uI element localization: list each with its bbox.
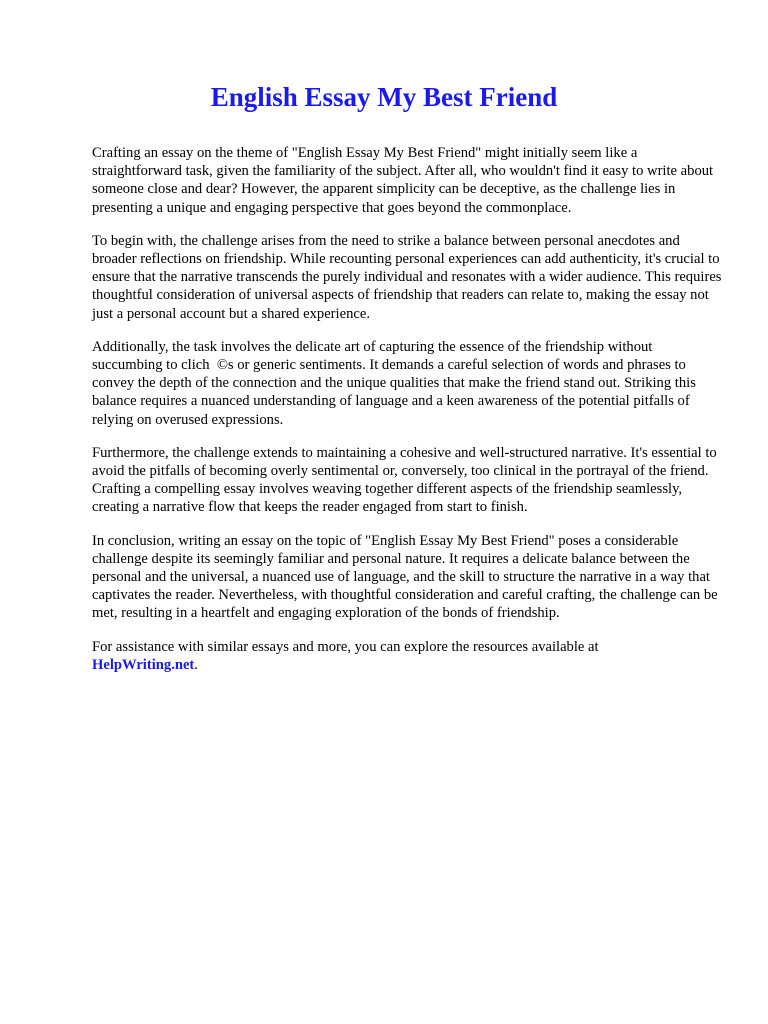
closing-text: For assistance with similar essays and more, you can explore the resources available at	[92, 638, 599, 655]
paragraph-1: Crafting an essay on the theme of "English Essay My Best Friend" might initially seem like a straightforward task, given the familiarity of the subject. After all, who wouldn't find it easy to write about someone close and dear? However, the apparent simplicity can be deceptive, as the challenge lies in presenting a unique and engaging perspective that goes beyond the commonplace.	[92, 145, 714, 216]
helpwriting-link[interactable]: HelpWriting.net	[92, 656, 195, 673]
paragraph-3: Additionally, the task involves the delicate art of capturing the essence of the friendship without succumbing to clich ©s or generic sentiments. It demands a careful selection of words and phrases to convey the depth of the connection and the unique qualities that make the friend stand out. Striking this balance requires a nuanced understanding of language and a keen awareness of the potential pitfalls of relying on overused expressions.	[92, 338, 696, 428]
essay-body	[92, 144, 722, 689]
closing-period: .	[194, 656, 198, 673]
paragraph-2: To begin with, the challenge arises from the need to strike a balance between personal anecdotes and broader reflections on friendship. While recounting personal experiences can add authenticity, it's crucial to ensure that the narrative transcends the purely individual and resonates with a wider audience. This requires thoughtful consideration of universal aspects of friendship that readers can relate to, making the essay not just a personal account but a shared experience.	[92, 232, 722, 322]
paragraph-4: Furthermore, the challenge extends to maintaining a cohesive and well-structured narrative. It's essential to avoid the pitfalls of becoming overly sentimental or, conversely, too clinical in the portrayal of the friend. Crafting a compelling essay involves weaving together different aspects of the friendship seamlessly, creating a narrative flow that keeps the reader engaged from start to finish.	[92, 444, 717, 516]
page-title: English Essay My Best Friend	[210, 82, 558, 112]
closing-paragraph	[92, 638, 722, 674]
paragraph-5: In conclusion, writing an essay on the topic of "English Essay My Best Friend" poses a considerable challenge despite its seemingly familiar and personal nature. It requires a delicate balance between the personal and the universal, a nuanced use of language, and the skill to structure the narrative in a way that captivates the reader. Nevertheless, with thoughtful consideration and careful crafting, the challenge can be met, resulting in a heartfelt and engaging exploration of the bonds of friendship.	[92, 532, 718, 622]
